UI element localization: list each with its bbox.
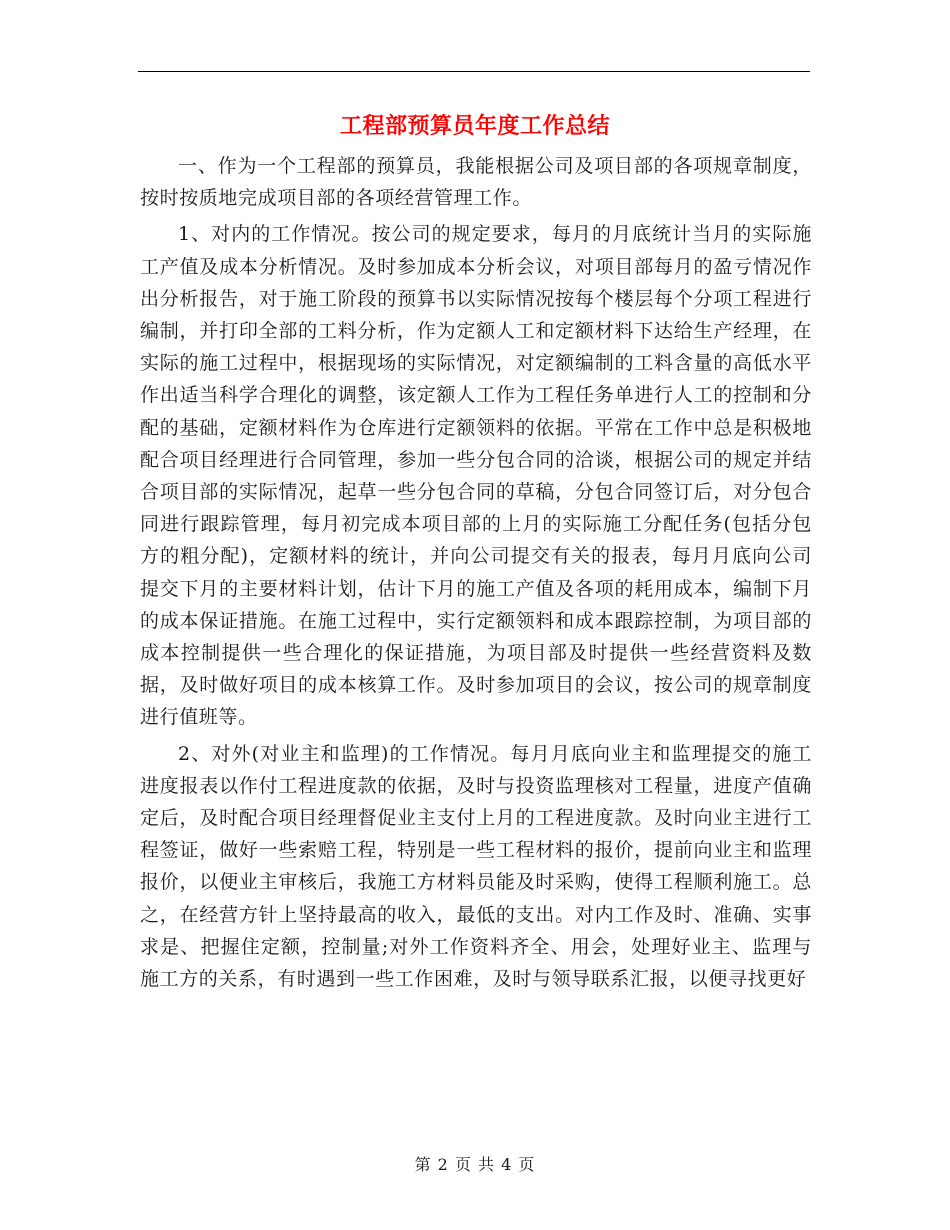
paragraph-internal-work: 1、对内的工作情况。按公司的规定要求，每月的月底统计当月的实际施工产值及成本分析情况。及时参加成本分析会议，对项目部每月的盈亏情况作出分析报告，对于施工阶段的预算书以实际情况按每个楼层每个分项工程进行编制，并打印全部的工料分析，作为定额人工和定额材料下达给生产经理，在实际的施工过程中，根据现场的实际情况，对定额编制的工料含量的高低水平作出适当科学合理化的调整，该定额人工作为工程任务单进行人工的控制和分配的基础，定额材料作为仓库进行定额领料的依据。平常在工作中总是积极地配合项目经理进行合同管理，参加一些分包合同的洽谈，根据公司的规定并结合项目部的实际情况，起草一些分包合同的草稿，分包合同签订后，对分包合同进行跟踪管理，每月初完成本项目部的上月的实际施工分配任务(包括分包方的粗分配)，定额材料的统计，并向公司提交有关的报表，每月月底向公司提交下月的主要材料计划，估计下月的施工产值及各项的耗用成本，编制下月的成本保证措施。在施工过程中，实行定额领料和成本跟踪控制，为项目部的成本控制提供一些合理化的保证措施，为项目部及时提供一些经营资料及数据，及时做好项目的成本核算工作。及时参加项目的会议，按公司的规章制度进行值班等。: [140, 223, 812, 729]
footer-middle: 页 共: [454, 1155, 496, 1174]
footer-total-pages: 4: [501, 1155, 513, 1174]
page-footer: [0, 1153, 950, 1177]
document-body: [140, 150, 812, 999]
paragraph-external-work: 2、对外(对业主和监理)的工作情况。每月月底向业主和监理提交的施工进度报表以作付工程进度款的依据，及时与投资监理核对工程量，进度产值确定后，及时配合项目经理督促业主支付上月的工程进度款。及时向业主进行工程签证，做好一些索赔工程，特别是一些工程材料的报价，提前向业主和监理报价，以便业主审核后，我施工方材料员能及时采购，使得工程顺利施工。总之，在经营方针上坚持最高的收入，最低的支出。对内工作及时、准确、实事求是、把握住定额，控制量;对外工作资料齐全、用会，处理好业主、监理与施工方的关系，有时遇到一些工作困难，及时与领导联系汇报，以便寻找更好: [140, 742, 812, 991]
footer-suffix: 页: [518, 1155, 536, 1174]
paragraph-intro: 一、作为一个工程部的预算员，我能根据公司及项目部的各项规章制度，按时按质地完成项目部的各项经营管理工作。: [140, 155, 812, 210]
footer-page-number: 2: [437, 1155, 449, 1174]
document-title: 工程部预算员年度工作总结: [339, 113, 610, 139]
footer-prefix: 第: [414, 1155, 432, 1174]
header-rule: [138, 71, 810, 72]
